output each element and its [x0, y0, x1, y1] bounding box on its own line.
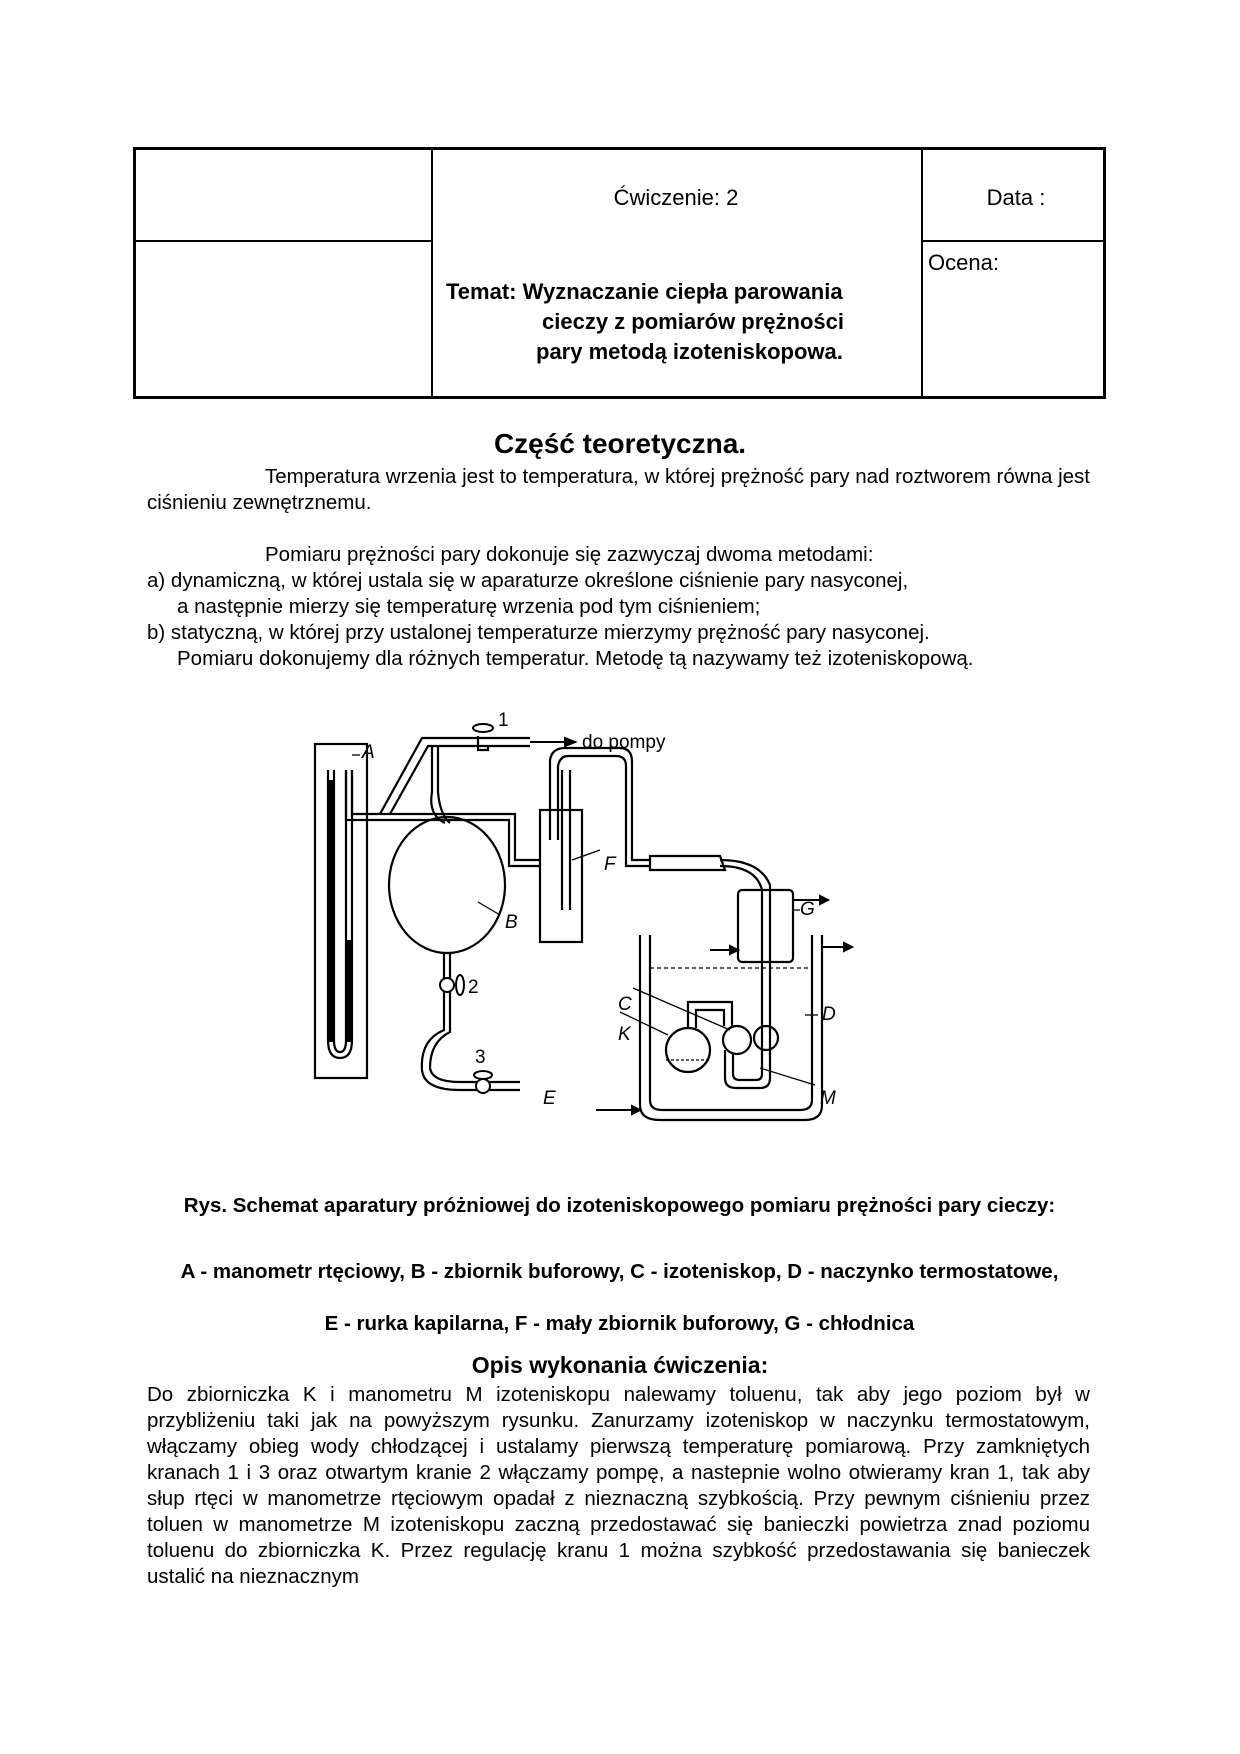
stopcock-1-handle	[473, 724, 493, 732]
theory-paragraph-2: Pomiaru prężności pary dokonuje się zazwyczaj dwoma metodami:	[265, 543, 874, 566]
label-k: K	[618, 1024, 631, 1045]
table-divider	[431, 150, 433, 396]
label-d: D	[822, 1004, 836, 1025]
tube	[438, 746, 450, 823]
apparatus-diagram	[300, 710, 960, 1170]
mercury-column	[346, 940, 351, 1042]
manometer-a-inner	[334, 770, 346, 1052]
label-a: A	[362, 742, 375, 763]
topic-line-1: Wyznaczanie ciepła parowania	[522, 279, 843, 304]
topic-label: Temat:	[446, 279, 517, 304]
tube	[650, 856, 725, 870]
reservoir-k	[666, 1028, 710, 1072]
tube	[352, 770, 395, 814]
procedure-paragraph: Do zbiorniczka K i manometru M izoteniskopu nalewamy toluenu, tak aby jego poziom był w przybliżeniu taki jak na powyższym rysunku. Zanurzamy izoteniskop w naczynku termostatowym, włączamy obieg wody chłodzącej i ustalamy pierwszą temperaturę pomiarową. Przy zamkniętych kranach 1 i 3 oraz otwartym kranie 2 włączamy pompę, a nastepnie wolno otwieramy kran 1, tak aby słup rtęci w manometrze rtęciowym opadał z nieznaczną szybkością. Przy pewnym ciśnieniu przez toluen w manometrze M izoteniskopu zaczną przedostawać się banieczki powietrza znad poziomu toluenu do zbiorniczka K. Przez regulację kranu 1 można szybkość przedostawania się banieczek ustalić na nieznacznym	[147, 1383, 1090, 1588]
tube	[430, 992, 478, 1082]
label-b: B	[505, 912, 518, 933]
mercury-column	[329, 780, 334, 1042]
tube	[346, 770, 395, 820]
theory-heading: Część teoretyczna.	[493, 428, 747, 459]
list-item-a-line-2: a następnie mierzy się temperaturę wrzenia pod tym ciśnieniem;	[177, 595, 761, 618]
stopcock-3	[476, 1079, 490, 1093]
label-stopcock-3: 3	[475, 1047, 486, 1068]
arrow-in-head	[632, 1106, 640, 1114]
list-item-a	[147, 568, 1090, 620]
stopcock-3-handle	[474, 1071, 492, 1079]
arrow-out-head	[844, 943, 852, 951]
arrow-to-pump-head	[565, 738, 575, 746]
theory-paragraph-1: Temperatura wrzenia jest to temperatura, w której prężność pary nad roztworem równa jest ciśnieniu zewnętrznemu.	[147, 465, 1090, 514]
arrow-out-head	[820, 896, 828, 904]
topic-block	[446, 277, 916, 367]
grade-field: Ocena:	[928, 250, 999, 275]
list-item-a-line-1: a) dynamiczną, w której ustala się w aparaturze określone ciśnienie pary nasyconej,	[147, 569, 909, 592]
arrow-in-head	[730, 946, 738, 954]
leader-line	[572, 850, 600, 860]
topic-line-3: pary metodą izoteniskopowa.	[536, 339, 843, 364]
tube	[380, 738, 478, 814]
table-divider	[136, 240, 431, 242]
label-m: M	[820, 1088, 836, 1109]
tube	[562, 770, 570, 910]
manometer-a-board	[315, 744, 367, 1078]
leader-line	[478, 902, 500, 915]
procedure-heading: Opis wykonania ćwiczenia:	[471, 1352, 769, 1378]
figure-caption-legend-1: A - manometr rtęciowy, B - zbiornik buforowy, C - izoteniskop, D - naczynko termostatowe,	[180, 1260, 1059, 1283]
topic-line-2: cieczy z pomiarów prężności	[542, 309, 844, 334]
header-table	[133, 147, 1106, 399]
label-e: E	[543, 1088, 556, 1109]
isoteniscope-bulb	[723, 1026, 751, 1054]
label-stopcock-1: 1	[498, 710, 509, 731]
stopcock-2	[440, 978, 454, 992]
stopcock-2-handle	[456, 975, 464, 995]
date-field: Data :	[986, 185, 1046, 210]
list-item-b-line-2: Pomiaru dokonujemy dla różnych temperatur. Metodę tą nazywamy też izoteniskopową.	[177, 647, 974, 670]
figure-caption-legend-2: E - rurka kapilarna, F - mały zbiornik buforowy, G - chłodnica	[324, 1312, 915, 1335]
buffer-tank-b	[389, 817, 505, 953]
table-divider	[921, 240, 1103, 242]
table-divider	[921, 150, 923, 396]
tube	[550, 748, 650, 860]
list-item-b-line-1: b) statyczną, w której przy ustalonej temperaturze mierzymy prężność pary nasyconej.	[147, 621, 930, 644]
cooler-g	[738, 890, 793, 962]
tube	[390, 746, 478, 814]
exercise-number: Ćwiczenie: 2	[613, 185, 739, 210]
figure-caption-title: Rys. Schemat aparatury próżniowej do izoteniskopowego pomiaru prężności pary cieczy:	[183, 1194, 1056, 1217]
label-f: F	[604, 854, 616, 875]
label-c: C	[618, 994, 632, 1015]
label-g: G	[800, 899, 815, 920]
isoteniscope-bulb	[754, 1026, 778, 1050]
pump-label: do pompy	[582, 732, 666, 753]
label-stopcock-2: 2	[468, 977, 479, 998]
tube	[488, 1082, 520, 1090]
list-item-b	[147, 620, 1090, 672]
